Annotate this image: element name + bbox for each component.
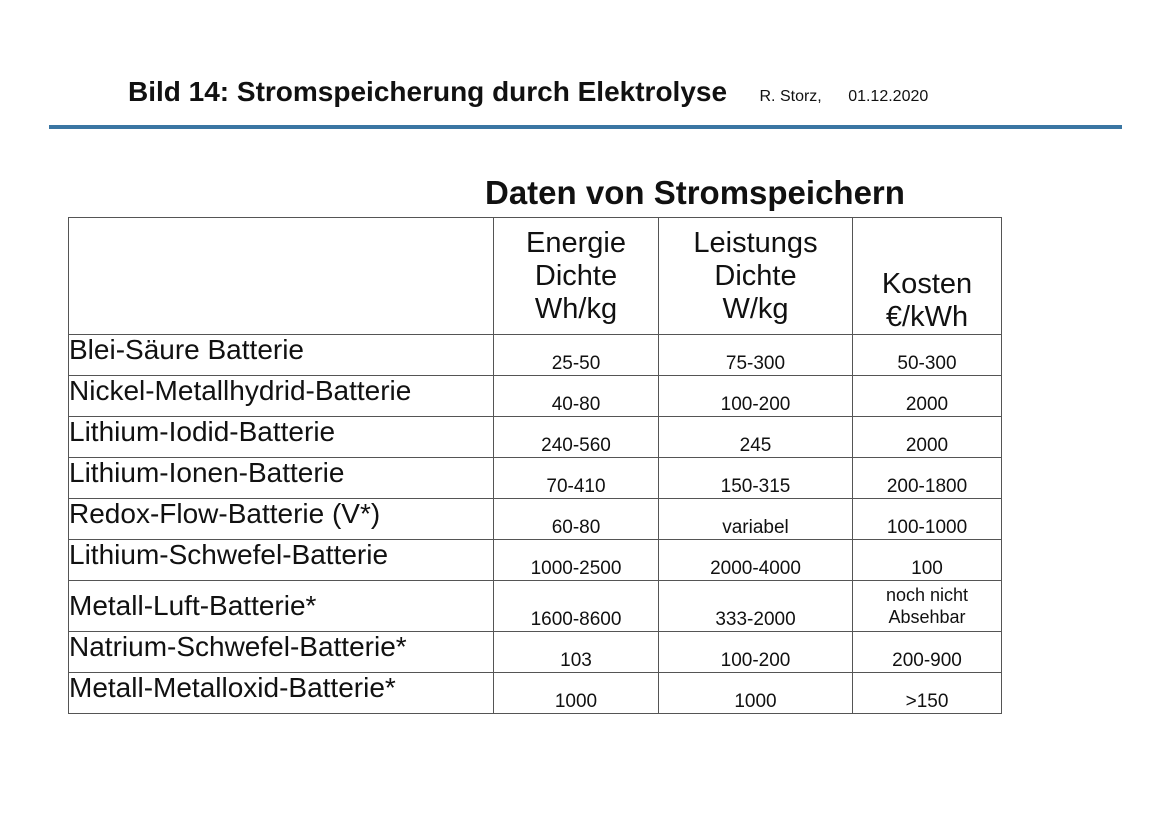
energie-cell: 1000: [494, 673, 659, 714]
kosten-line: noch nicht: [885, 585, 969, 605]
header-line: W/kg: [722, 292, 789, 325]
row-name: Metall-Metalloxid-Batterie*: [69, 673, 494, 714]
header-line: Dichte: [534, 259, 618, 292]
energie-cell: 70-410: [494, 458, 659, 499]
header-kosten: [853, 218, 1002, 335]
kosten-cell: 200-900: [853, 632, 1002, 673]
header-divider: [49, 125, 1122, 129]
table-row: [69, 417, 1002, 458]
kosten-cell: 100: [853, 540, 1002, 581]
leistung-cell: 2000-4000: [659, 540, 853, 581]
table-title: Daten von Stromspeichern: [485, 174, 905, 211]
table-row: [69, 673, 1002, 714]
kosten-line: Absehbar: [888, 607, 966, 627]
table-row: [69, 376, 1002, 417]
row-name: Lithium-Ionen-Batterie: [69, 458, 494, 499]
header-line: Wh/kg: [534, 292, 618, 325]
energie-cell: 25-50: [494, 335, 659, 376]
energie-cell: 60-80: [494, 499, 659, 540]
header-line: Leistungs: [693, 226, 818, 259]
kosten-cell: 50-300: [853, 335, 1002, 376]
author-label: R. Storz,: [759, 88, 822, 105]
leistung-cell: 100-200: [659, 376, 853, 417]
leistung-cell: 1000: [659, 673, 853, 714]
header-line: Kosten: [881, 268, 973, 300]
energie-cell: 1600-8600: [494, 581, 659, 632]
header-line: €/kWh: [885, 301, 969, 333]
table-row: [69, 632, 1002, 673]
page-title: Bild 14: Stromspeicherung durch Elektrolyse: [128, 76, 728, 107]
leistung-cell: 333-2000: [659, 581, 853, 632]
header-energie-dichte: [494, 218, 659, 335]
energie-cell: 103: [494, 632, 659, 673]
kosten-cell: 2000: [853, 417, 1002, 458]
header-line: Energie: [526, 226, 626, 259]
row-name: Lithium-Iodid-Batterie: [69, 417, 494, 458]
row-name: Nickel-Metallhydrid-Batterie: [69, 376, 494, 417]
leistung-cell: 150-315: [659, 458, 853, 499]
table-row: [69, 581, 1002, 632]
kosten-cell: >150: [853, 673, 1002, 714]
leistung-cell: 75-300: [659, 335, 853, 376]
row-name: Metall-Luft-Batterie*: [69, 581, 494, 632]
leistung-cell: 100-200: [659, 632, 853, 673]
kosten-cell: 200-1800: [853, 458, 1002, 499]
row-name: Natrium-Schwefel-Batterie*: [69, 632, 494, 673]
storage-data-table: [68, 217, 1002, 714]
page-header: [128, 76, 928, 108]
table-row: [69, 458, 1002, 499]
leistung-cell: variabel: [659, 499, 853, 540]
leistung-cell: 245: [659, 417, 853, 458]
table-row: [69, 540, 1002, 581]
table-header-row: [69, 218, 1002, 335]
kosten-cell: [853, 581, 1002, 632]
table-row: [69, 335, 1002, 376]
kosten-cell: 2000: [853, 376, 1002, 417]
energie-cell: 40-80: [494, 376, 659, 417]
energie-cell: 1000-2500: [494, 540, 659, 581]
date-label: 01.12.2020: [848, 88, 929, 105]
header-leistungs-dichte: [659, 218, 853, 335]
header-line: Dichte: [714, 259, 797, 292]
row-name: Lithium-Schwefel-Batterie: [69, 540, 494, 581]
header-empty-cell: [69, 218, 494, 335]
kosten-cell: 100-1000: [853, 499, 1002, 540]
energie-cell: 240-560: [494, 417, 659, 458]
table-row: [69, 499, 1002, 540]
row-name: Blei-Säure Batterie: [69, 335, 494, 376]
row-name: Redox-Flow-Batterie (V*): [69, 499, 494, 540]
